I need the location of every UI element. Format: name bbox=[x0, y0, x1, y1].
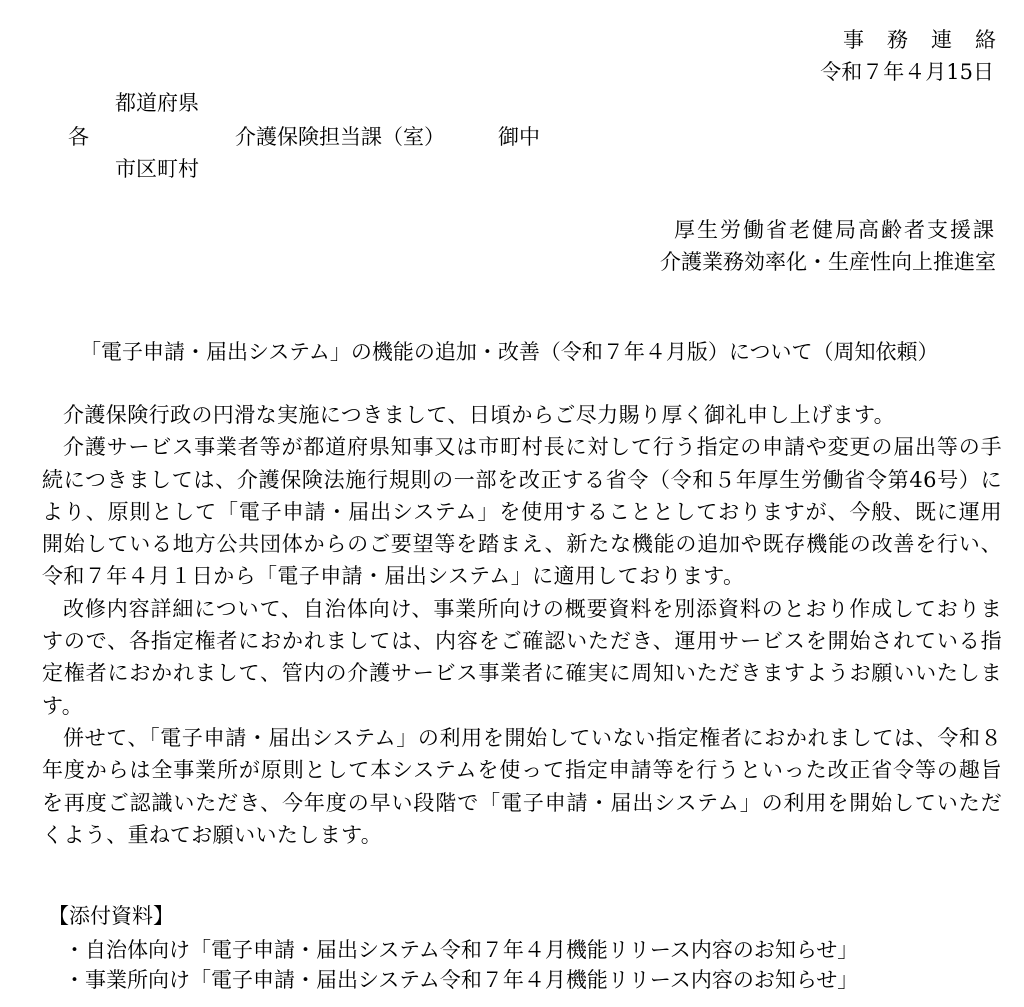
addressee-each: 各 bbox=[68, 125, 89, 149]
document-date: 令和７年４月15日 bbox=[820, 60, 994, 84]
sender-office: 介護業務効率化・生産性向上推進室 bbox=[660, 250, 996, 274]
attachment-item: ・事業所向け「電子申請・届出システム令和７年４月機能リリース内容のお知らせ」 bbox=[64, 968, 859, 992]
body-paragraph: 改修内容詳細について、自治体向け、事業所向けの概要資料を別添資料のとおり作成しておりますので、各指定権者におかれましては、内容をご確認いただき、運用サービスを開始されている指定権者におかれまして、管内の介護サービス事業者に確実に周知いただきますようお願いいたします。 bbox=[42, 596, 1002, 718]
body-paragraph: 併せて、「電子申請・届出システム」の利用を開始していない指定権者におかれましては、令和８年度からは全事業所が原則として本システムを使って指定申請等を行うといった改正省令等の趣旨を再度ご認識いただき、今年度の早い段階で「電子申請・届出システム」の利用を開始していただくよう、重ねてお願いいたします。 bbox=[42, 725, 1002, 847]
addressee-honorific: 御中 bbox=[498, 125, 540, 149]
addressee-prefectures: 都道府県 bbox=[115, 91, 199, 115]
addressee-department: 介護保険担当課（室） bbox=[235, 125, 445, 149]
addressee-municipalities: 市区町村 bbox=[115, 157, 199, 181]
document-type: 事務連絡 bbox=[843, 28, 1019, 52]
body-paragraph: 介護保険行政の円滑な実施につきまして、日頃からご尽力賜り厚く御礼申し上げます。 bbox=[63, 403, 896, 427]
attachments-list bbox=[64, 935, 858, 995]
document-subject: 「電子申請・届出システム」の機能の追加・改善（令和７年４月版）について（周知依頼） bbox=[80, 340, 939, 364]
attachments-heading: 【添付資料】 bbox=[48, 904, 174, 928]
document-body bbox=[42, 399, 1002, 851]
body-paragraph: 介護サービス事業者等が都道府県知事又は市町村長に対して行う指定の申請や変更の届出等の手続につきましては、介護保険法施行規則の一部を改正する省令（令和５年厚生労働省令第46号）により、原則として「電子申請・届出システム」を使用することとしておりますが、今般、既に運用開始している地方公共団体からのご要望等を踏まえ、新たな機能の追加や既存機能の改善を行い、令和７年４月１日から「電子申請・届出システム」に適用しております。 bbox=[42, 435, 1002, 589]
sender-bureau: 厚生労働省老健局高齢者支援課 bbox=[674, 218, 996, 242]
attachment-item: ・自治体向け「電子申請・届出システム令和７年４月機能リリース内容のお知らせ」 bbox=[64, 938, 859, 962]
